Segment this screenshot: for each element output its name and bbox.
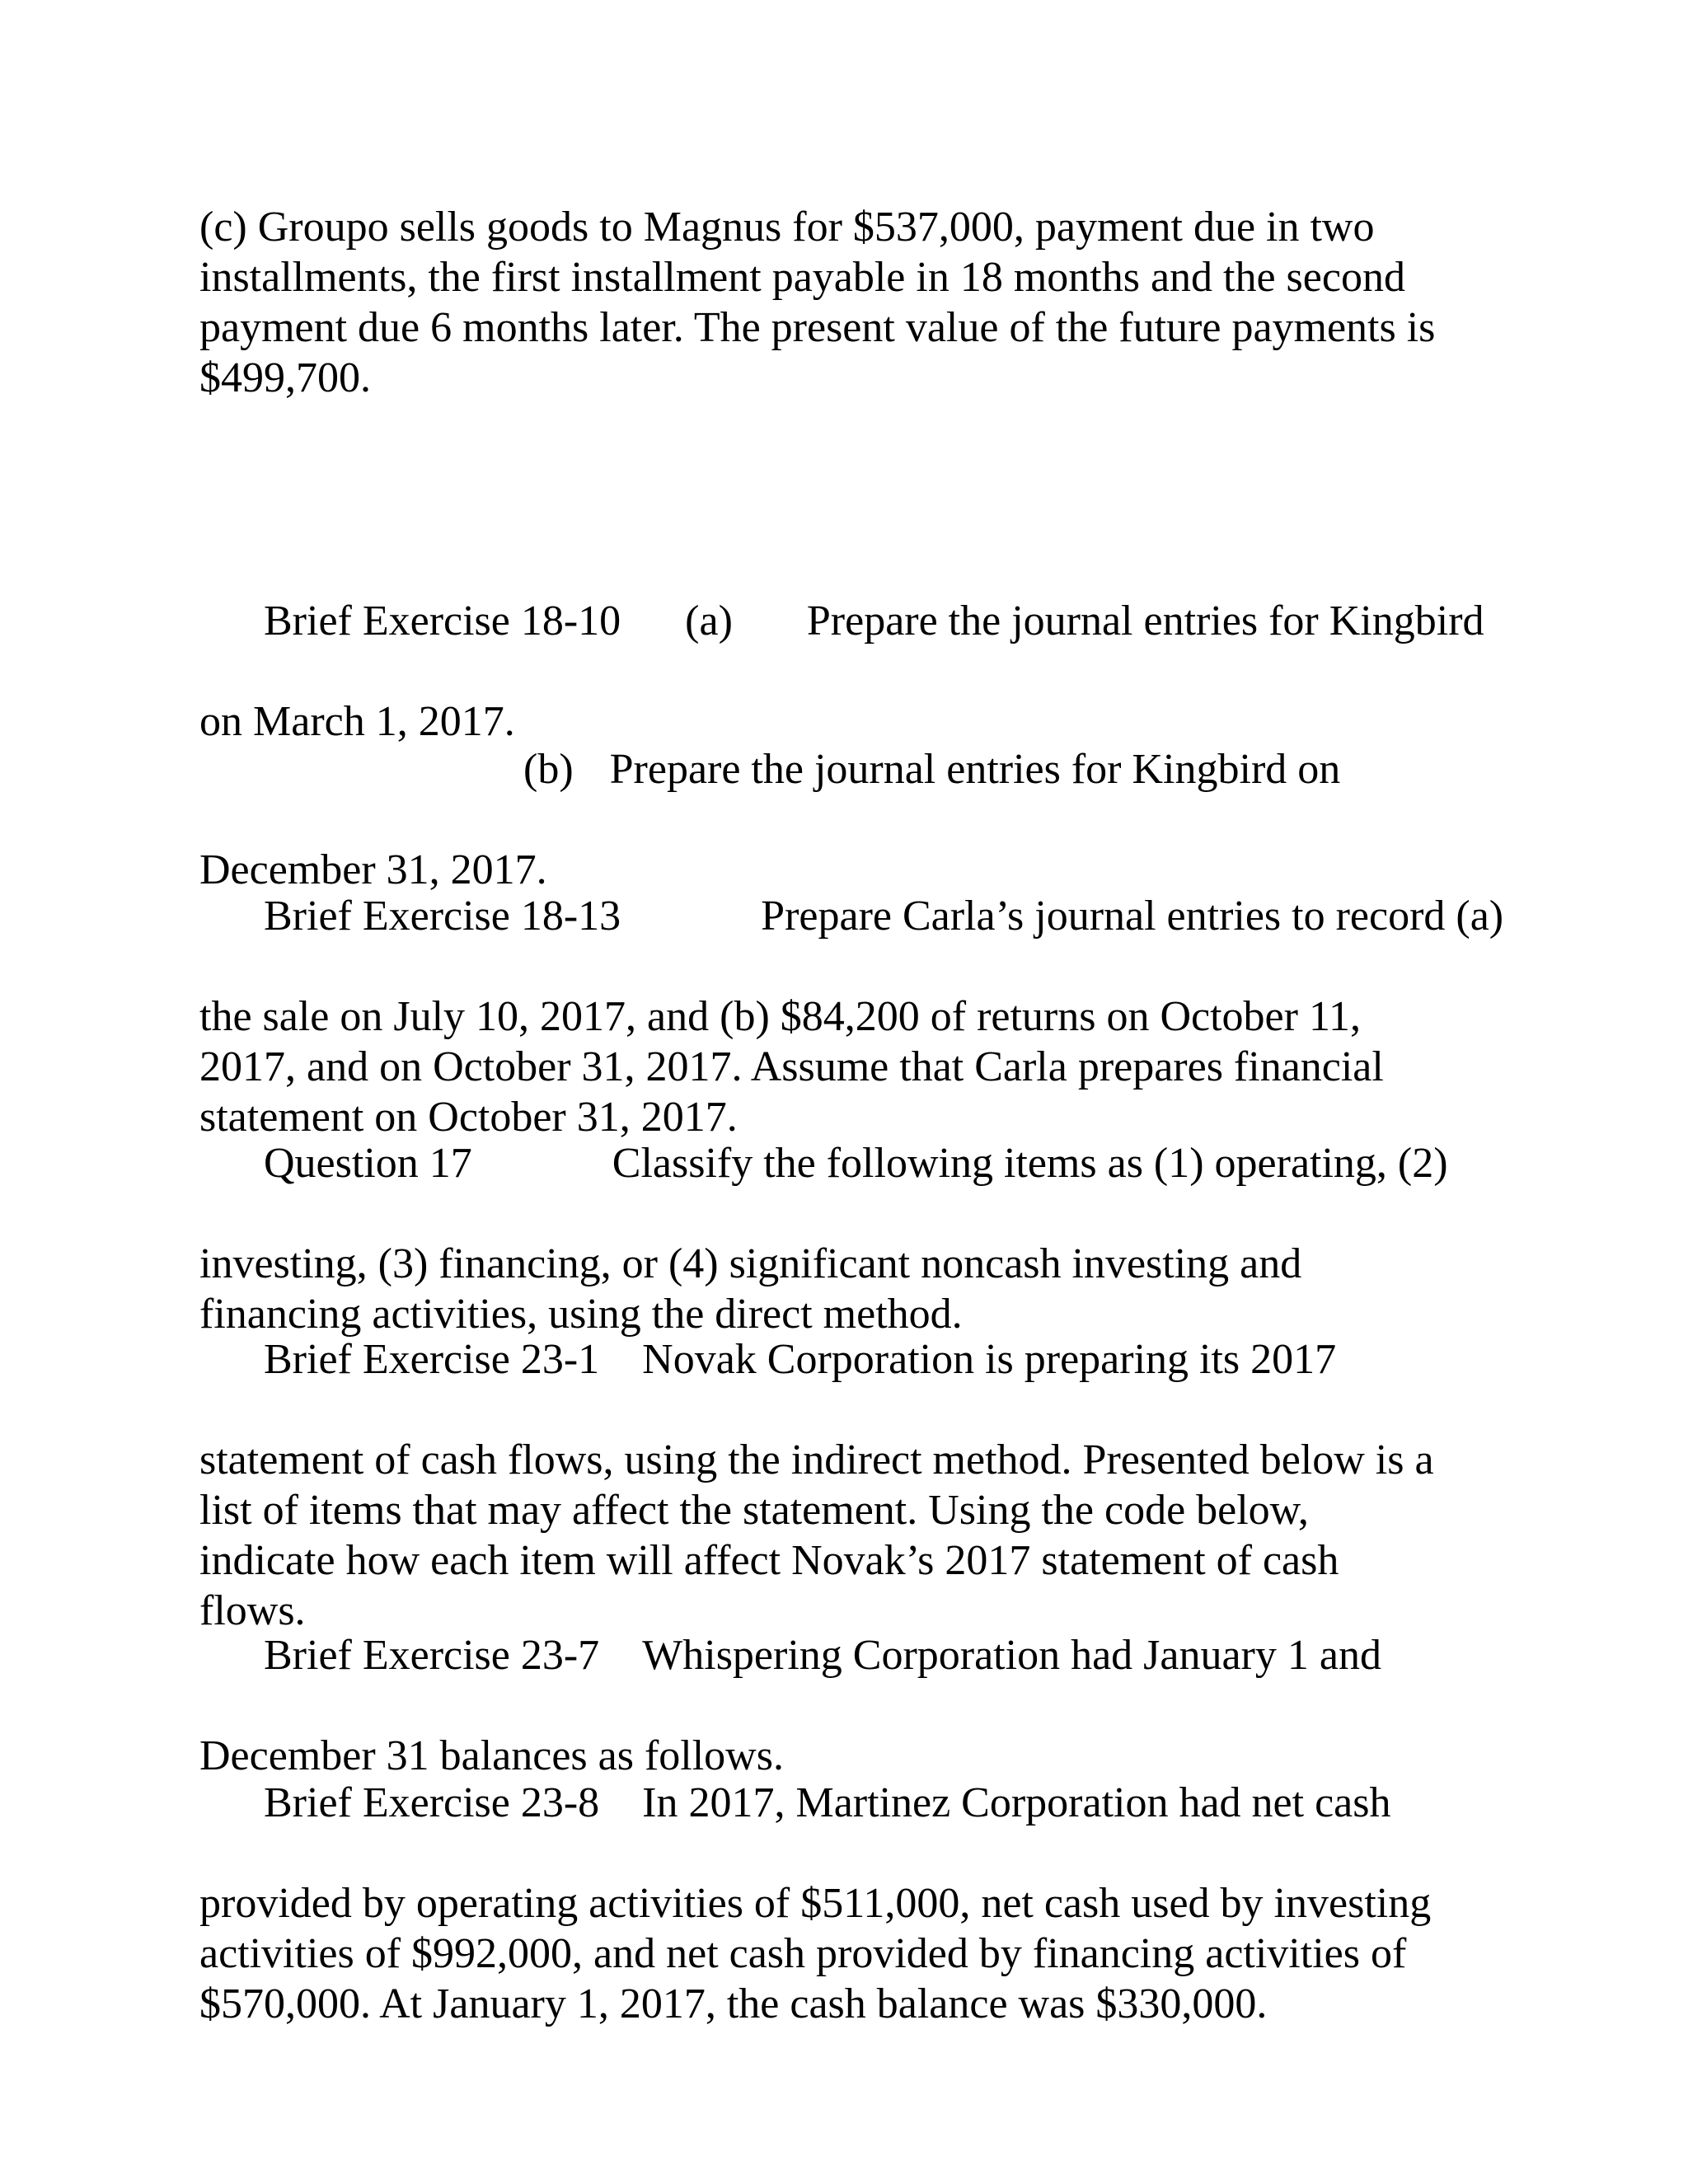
be-23-8-first-text: In 2017, Martinez Corporation had net cash: [642, 1779, 1391, 1826]
be-18-13-first-text: Prepare Carla’s journal entries to record (a): [761, 893, 1504, 940]
question-17-first-text: Classify the following items as (1) operating, (2): [612, 1140, 1448, 1187]
be-23-1-line: indicate how each item will affect Novak’s 2017 statement of cash: [199, 1537, 1339, 1584]
be-23-1-label: Brief Exercise 23-1: [264, 1336, 600, 1383]
be-23-7-line: December 31 balances as follows.: [199, 1732, 784, 1779]
be-23-1-line: flows.: [199, 1587, 306, 1634]
question-17-line: financing activities, using the direct method.: [199, 1291, 963, 1338]
paragraph-c-line: $499,700.: [199, 354, 371, 401]
paragraph-c-line: installments, the first installment payable in 18 months and the second: [199, 254, 1405, 301]
paragraph-c: [199, 202, 1518, 403]
be-18-10-part-a-text: Prepare the journal entries for Kingbird: [806, 598, 1484, 644]
be-18-13-line: the sale on July 10, 2017, and (b) $84,200 of returns on October 11,: [199, 993, 1362, 1040]
be-23-1-first-text: Novak Corporation is preparing its 2017: [642, 1336, 1337, 1383]
be-18-13-line: 2017, and on October 31, 2017. Assume that Carla prepares financial: [199, 1043, 1384, 1090]
question-17-label: Question 17: [264, 1140, 472, 1187]
be-23-1-line: list of items that may affect the statement. Using the code below,: [199, 1487, 1309, 1534]
be-23-8-label: Brief Exercise 23-8: [264, 1779, 600, 1826]
be-23-8-line: provided by operating activities of $511,000, net cash used by investing: [199, 1880, 1432, 1927]
paragraph-c-line: (c) Groupo sells goods to Magnus for $537,000, payment due in two: [199, 204, 1375, 251]
be-18-10-part-a-marker: (a): [685, 598, 733, 644]
be-18-10-label: Brief Exercise 18-10: [264, 598, 621, 644]
be-23-8: [199, 1727, 1518, 2029]
be-23-8-line: activities of $992,000, and net cash provided by financing activities of: [199, 1930, 1407, 1977]
paragraph-c-line: payment due 6 months later. The present value of the future payments is: [199, 304, 1436, 351]
be-18-10-part-b-text: Prepare the journal entries for Kingbird on: [609, 746, 1341, 793]
question-17-line: investing, (3) financing, or (4) significant noncash investing and: [199, 1240, 1302, 1287]
be-23-7-label: Brief Exercise 23-7: [264, 1632, 600, 1679]
be-18-10-part-b-cont: December 31, 2017.: [199, 846, 547, 893]
be-23-1-line: statement of cash flows, using the indirect method. Presented below is a: [199, 1436, 1434, 1483]
be-18-13-line: statement on October 31, 2017.: [199, 1094, 738, 1141]
be-18-10-part-a-cont: on March 1, 2017.: [199, 698, 515, 745]
be-23-8-line: $570,000. At January 1, 2017, the cash balance was $330,000.: [199, 1980, 1268, 2027]
be-23-7-first-text: Whispering Corporation had January 1 and: [642, 1632, 1381, 1679]
be-18-10-part-b-marker: (b): [523, 746, 574, 793]
be-18-13-label: Brief Exercise 18-13: [264, 893, 621, 940]
